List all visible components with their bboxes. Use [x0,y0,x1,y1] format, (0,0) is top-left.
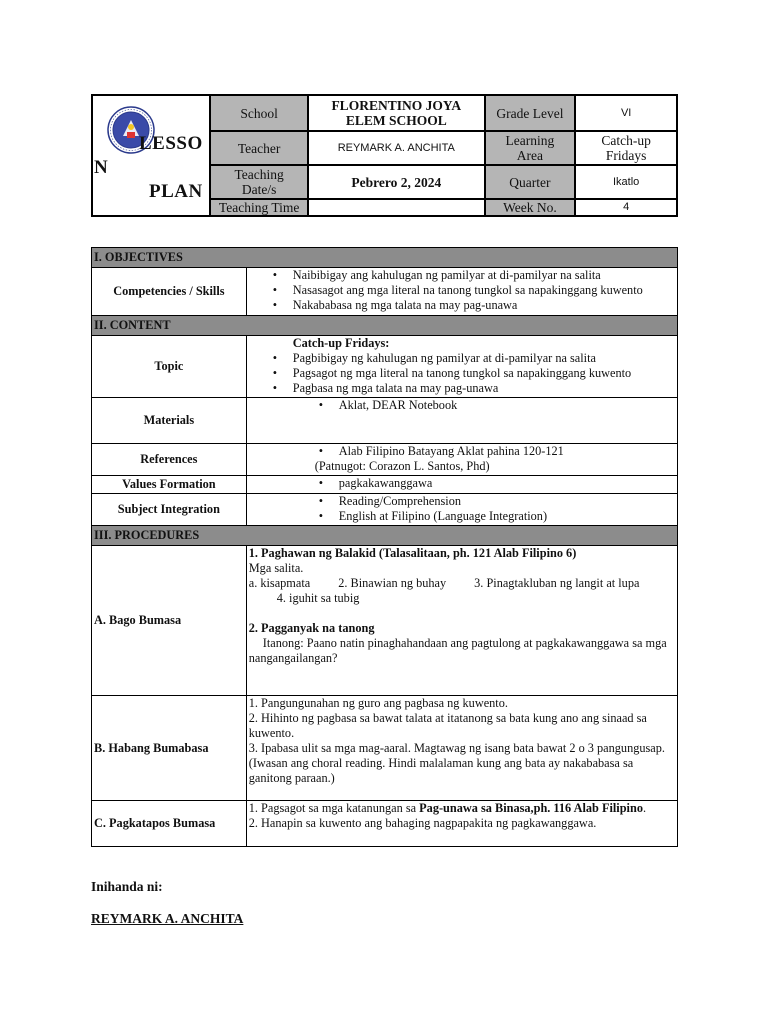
pagkatapos-bumasa-label: C. Pagkatapos Bumasa [92,801,247,847]
list-item: • Aklat, DEAR Notebook [339,398,675,413]
prepared-by-label: Inihanda ni: [91,879,163,894]
grade-value: VI [575,95,677,131]
list-item: • pagkakawanggawa [339,476,675,491]
list-item: • Naibibigay ang kahulugan ng pamilyar at di-pamilyar na salita [293,268,675,283]
step-line: 3. Ipabasa ulit sa mga mag-aaral. Magtawag ng isang bata bawat 2 o 3 pangungusap. (Iwasan ang choral reading. Hindi malalaman kung ang bata ay nakababasa sa ganitong paraan.) [248,741,665,785]
list-item: • Pagsagot ng mga literal na tanong tungkol sa napakinggang kuwento [293,366,675,381]
word-4: 4. iguhit sa tubig [276,591,360,605]
list-item: • English at Filipino (Language Integration) [339,509,675,524]
references-cell [246,444,677,476]
list-item: • Nakababasa ng mga talata na may pag-unawa [293,298,675,313]
materials-cell [246,398,677,444]
title-lesso: LESSO [139,133,203,154]
step-line: 2. Hihinto ng pagbasa sa bawat talata at itatanong sa bata kung ano ang sinaad sa kuwento. [248,711,647,740]
list-item: • Pagbasa ng mga talata na may pag-unawa [293,381,675,396]
references-label: References [92,444,247,476]
topic-heading: Catch-up Fridays: [292,336,390,350]
list-item: • Pagbibigay ng kahulugan ng pamilyar at di-pamilyar na salita [293,351,675,366]
title-plan: PLAN [149,181,203,202]
step-line: 1. Pangungunahan ng guro ang pagbasa ng kuwento. [248,696,508,710]
time-value [308,199,485,216]
bago-bumasa-cell [246,546,677,696]
week-value: 4 [575,199,677,216]
lesson-table [91,247,678,847]
topic-cell [246,336,677,398]
list-item: • Reading/Comprehension [339,494,675,509]
mga-salita: Mga salita. [248,561,304,575]
competencies-cell [246,268,677,316]
area-label: Learning Area [485,131,576,165]
values-cell [246,476,677,494]
habang-bumabasa-cell [246,696,677,801]
section-content: II. CONTENT [92,316,678,336]
header-table [91,94,678,217]
section-procedures: III. PROCEDURES [92,526,678,546]
school-label: School [210,95,308,131]
integration-cell [246,494,677,526]
values-label: Values Formation [92,476,247,494]
step-line: 1. Pagsagot sa mga katanungan sa Pag-unawa sa Binasa,ph. 116 Alab Filipino. [248,801,647,815]
date-value: Pebrero 2, 2024 [308,165,485,199]
list-item: • Alab Filipino Batayang Aklat pahina 120-121 [339,444,675,459]
integration-label: Subject Integration [92,494,247,526]
habang-bumabasa-label: B. Habang Bumabasa [92,696,247,801]
competencies-label: Competencies / Skills [92,268,247,316]
topic-label: Topic [92,336,247,398]
date-label: Teaching Date/s [210,165,308,199]
step-line: 2. Hanapin sa kuwento ang bahaging nagpapakita ng pagkawanggawa. [248,816,597,830]
paghawan-heading: 1. Paghawan ng Balakid (Talasalitaan, ph. 121 Alab Filipino 6) [248,546,577,560]
title-cell [92,95,210,216]
list-item: • Nasasagot ang mga literal na tanong tungkol sa napakinggang kuwento [293,283,675,298]
grade-label: Grade Level [485,95,576,131]
pagkatapos-bumasa-cell [246,801,677,847]
quarter-label: Quarter [485,165,576,199]
teacher-value: REYMARK A. ANCHITA [308,131,485,165]
pagganyak-heading: 2. Pagganyak na tanong [248,621,375,635]
title-n: N [94,157,108,178]
materials-label: Materials [92,398,247,444]
pagganyak-question: Itanong: Paano natin pinaghahandaan ang pagtulong at pagkakawanggawa sa mga nangangailangan? [248,636,667,665]
bago-bumasa-label: A. Bago Bumasa [92,546,247,696]
area-value: Catch-up Fridays [575,131,677,165]
preparer-name: REYMARK A. ANCHITA [91,911,244,926]
school-value: FLORENTINO JOYA ELEM SCHOOL [308,95,485,131]
word-list: a. kisapmata 2. Binawian ng buhay 3. Pinagtakluban ng langit at lupa [248,576,640,590]
teacher-label: Teacher [210,131,308,165]
week-label: Week No. [485,199,576,216]
time-label: Teaching Time [210,199,308,216]
section-objectives: I. OBJECTIVES [92,248,678,268]
quarter-value: Ikatlo [575,165,677,199]
references-note: (Patnugot: Corazon L. Santos, Phd) [314,459,490,473]
